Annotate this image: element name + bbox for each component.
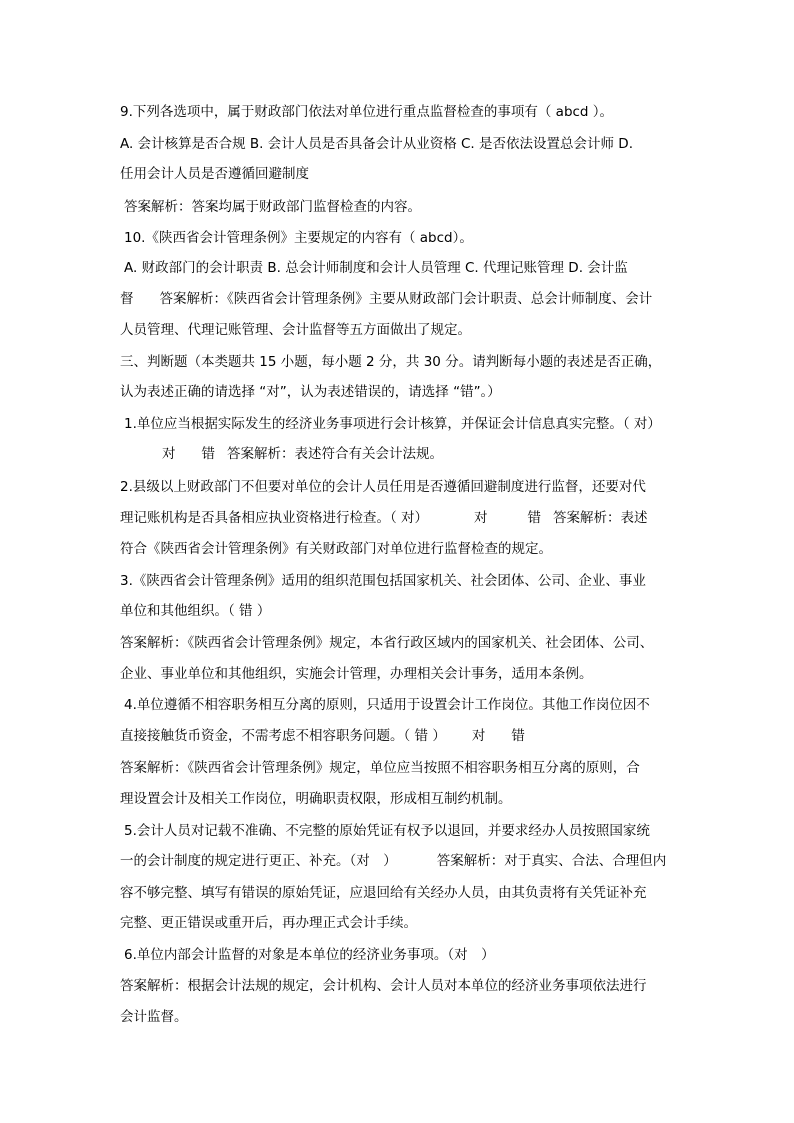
j5-analysis: 答案解析：对于真实、合法、合理但内	[436, 853, 667, 869]
j2-option-true[interactable]: 对	[474, 510, 488, 526]
j5-analysis-line3: 完整、更正错误或重开后，再办理正式会计手续。	[120, 915, 417, 931]
j3-statement-line2: 单位和其他组织。（ 错 ）	[120, 603, 271, 619]
j2-statement-line1: 2.县级以上财政部门不但要对单位的会计人员任用是否遵循回避制度进行监督，还要对代	[120, 479, 646, 495]
q10-analysis: 答案解析：《陕西省会计管理条例》主要从财政部门会计职责、总会计师制度、会计	[159, 291, 653, 307]
j4-statement-line2	[120, 726, 525, 746]
q10-options-line2	[120, 289, 652, 309]
j6-analysis-line1: 答案解析：根据会计法规的规定，会计机构、会计人员对本单位的经济业务事项依法进行	[120, 978, 647, 994]
section3-heading-line2: 认为表述正确的请选择 “对”，认为表述错误的，请选择 “错”。）	[120, 384, 501, 400]
j5-statement-tail: 一的会计制度的规定进行更正、补充。（对 ）	[120, 853, 397, 869]
j2-option-false[interactable]: 错	[527, 510, 542, 526]
q10-question: 10.《陕西省会计管理条例》主要规定的内容有（ abcd）。	[124, 230, 473, 246]
j2-analysis-line2: 符合《陕西省会计管理条例》有关财政部门对单位进行监督检查的规定。	[120, 541, 552, 557]
j3-analysis-line2: 企业、事业单位和其他组织，实施会计管理，办理相关会计事务，适用本条例。	[120, 666, 593, 682]
j3-analysis-line1: 答案解析：《陕西省会计管理条例》规定，本省行政区域内的国家机关、社会团体、公司、	[120, 635, 654, 651]
q10-analysis-line2: 人员管理、代理记账管理、会计监督等五方面做出了规定。	[120, 322, 471, 338]
q9-options-line1: A. 会计核算是否合规 B. 会计人员是否具备会计从业资格 C. 是否依法设置总会计师 D.	[120, 136, 633, 152]
j1-options-line	[162, 444, 443, 464]
q10-options-tail: 督	[120, 291, 134, 307]
section3-heading-line1: 三、判断题（本类题共 15 小题，每小题 2 分，共 30 分。请判断每小题的表述是否正确，	[120, 354, 662, 370]
j4-statement-tail: 直接接触货币资金，不需考虑不相容职务问题。（ 错 ）	[120, 728, 446, 744]
j5-analysis-line2: 容不够完整、填写有错误的原始凭证，应退回给有关经办人员，由其负责将有关凭证补充	[120, 885, 647, 901]
j5-statement-line1: 5.会计人员对记载不准确、不完整的原始凭证有权予以退回，并要求经办人员按照国家统	[124, 823, 650, 839]
q9-analysis: 答案解析：答案均属于财政部门监督检查的内容。	[124, 199, 421, 215]
j1-analysis: 答案解析：表述符合有关会计法规。	[227, 446, 443, 462]
q9-question: 9.下列各选项中，属于财政部门依法对单位进行重点监督检查的事项有（ abcd ）。	[120, 104, 614, 120]
j4-analysis-line1: 答案解析：《陕西省会计管理条例》规定，单位应当按照不相容职务相互分离的原则，合	[120, 760, 640, 776]
j4-statement-line1: 4.单位遵循不相容职务相互分离的原则，只适用于设置会计工作岗位。其他工作岗位因不	[124, 697, 650, 713]
j3-statement-line1: 3.《陕西省会计管理条例》适用的组织范围包括国家机关、社会团体、公司、企业、事业	[120, 573, 646, 589]
j4-option-true[interactable]: 对	[471, 728, 486, 744]
j1-option-false[interactable]: 错	[201, 446, 215, 462]
j6-statement: 6.单位内部会计监督的对象是本单位的经济业务事项。（对 ）	[124, 947, 495, 963]
j1-statement: 1.单位应当根据实际发生的经济业务事项进行会计核算，并保证会计信息真实完整。（ 对）	[124, 416, 661, 432]
q10-options-line1: A. 财政部门的会计职责 B. 总会计师制度和会计人员管理 C. 代理记账管理 D. 会计监	[124, 260, 628, 276]
q9-options-line2: 任用会计人员是否遵循回避制度	[120, 166, 309, 182]
j2-statement-line2	[120, 508, 648, 528]
j2-analysis: 答案解析：表述	[553, 510, 648, 526]
j4-analysis-line2: 理设置会计及相关工作岗位，明确职责权限，形成相互制约机制。	[120, 791, 512, 807]
j4-option-false[interactable]: 错	[511, 728, 525, 744]
j2-statement-tail: 理记账机构是否具备相应执业资格进行检查。（ 对）	[120, 510, 429, 526]
j5-statement-line2	[120, 851, 666, 871]
j1-option-true[interactable]: 对	[162, 446, 176, 462]
j6-analysis-line2: 会计监督。	[120, 1009, 188, 1025]
